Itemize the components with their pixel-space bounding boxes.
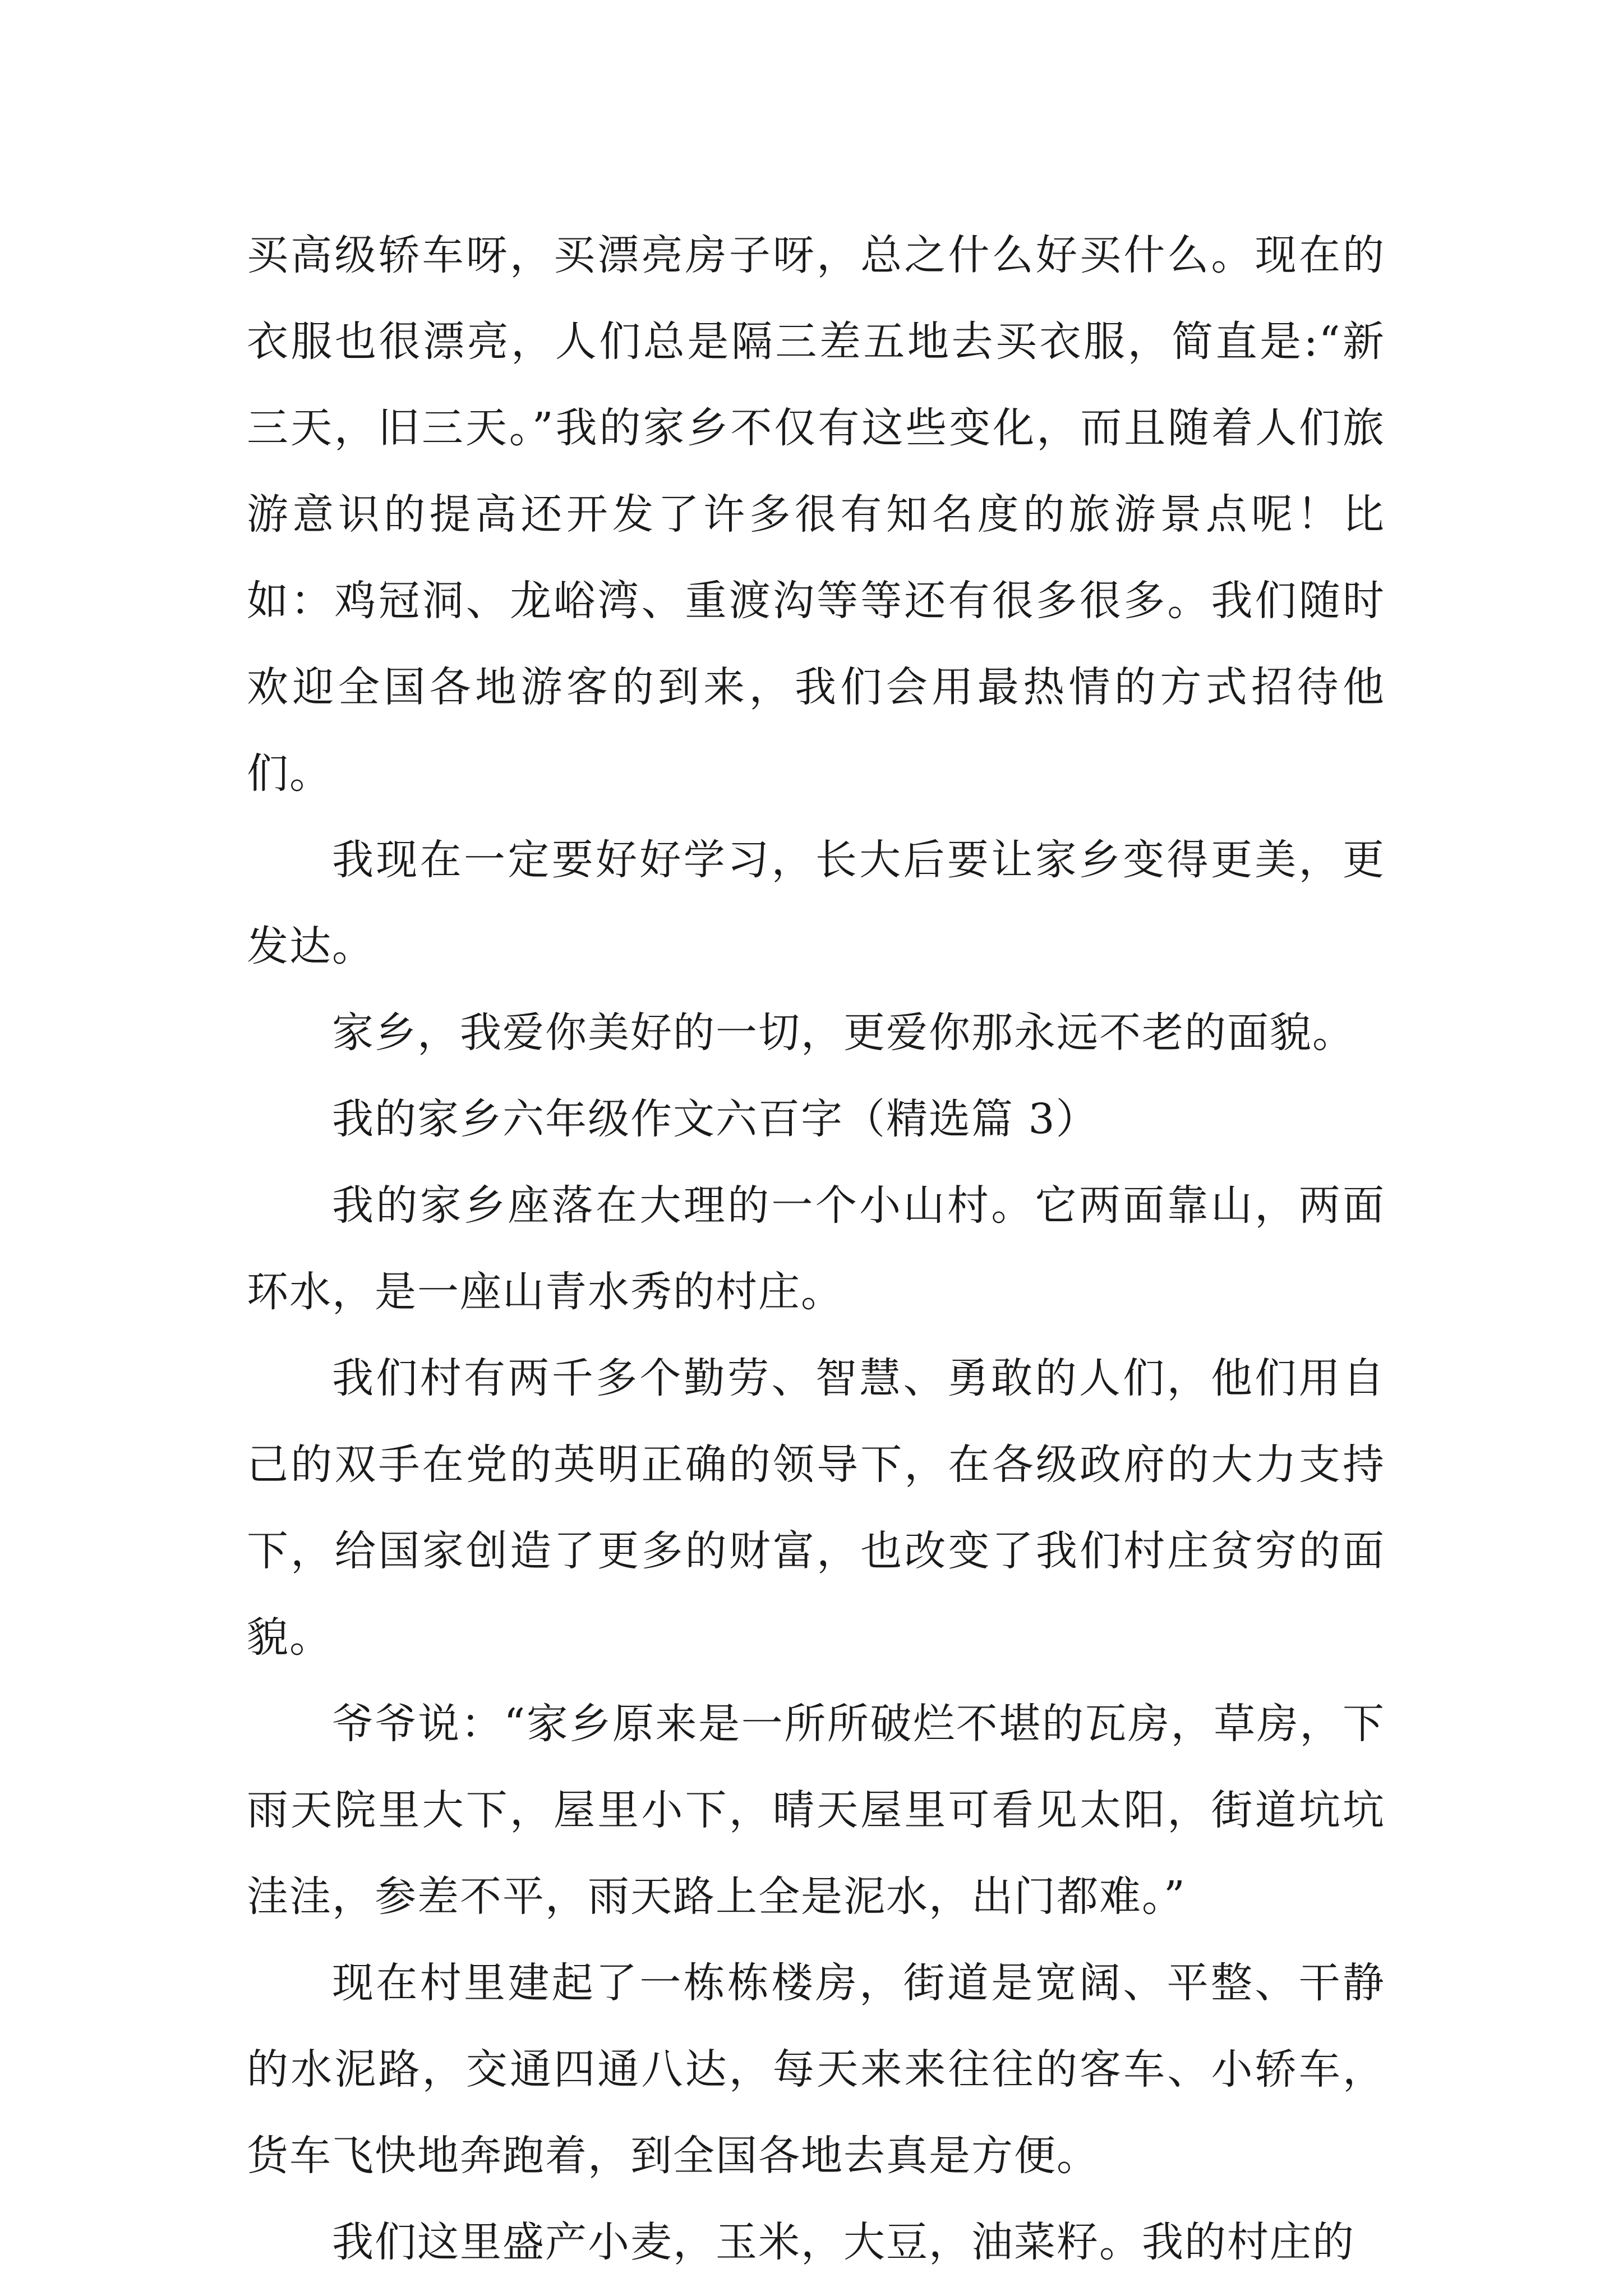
paragraph: 现在村里建起了一栋栋楼房，街道是宽阔、平整、干静的水泥路，交通四通八达，每天来来往往的客车、小轿车，货车飞快地奔跑着，到全国各地去真是方便。 <box>247 1959 1385 2180</box>
section-heading: 我的家乡六年级作文六百字（精选篇 3） <box>332 1095 1099 1143</box>
paragraph: 我们村有两千多个勤劳、智慧、勇敢的人们，他们用自己的双手在党的英明正确的领导下，在各级政府的大力支持下，给国家创造了更多的财富，也改变了我们村庄贫穷的面貌。 <box>247 1354 1385 1662</box>
paragraph: 爷爷说：“家乡原来是一所所破烂不堪的瓦房，草房，下雨天院里大下，屋里小下，晴天屋里可看见太阳，街道坑坑洼洼，参差不平，雨天路上全是泥水，出门都难。” <box>247 1700 1385 1921</box>
paragraph: 我们这里盛产小麦，玉米，大豆，油菜籽。我的村庄的 <box>332 2218 1355 2266</box>
document-body <box>247 212 1385 2285</box>
paragraph-continued: 买高级轿车呀，买漂亮房子呀，总之什么好买什么。现在的衣服也很漂亮，人们总是隔三差五地去买衣服，简直是:“新三天，旧三天。”我的家乡不仅有这些变化，而且随着人们旅游意识的提高还开发了许多很有知名度的旅游景点呢！比如：鸡冠洞、龙峪湾、重渡沟等等还有很多很多。我们随时欢迎全国各地游客的到来，我们会用最热情的方式招待他们。 <box>247 231 1385 798</box>
paragraph: 我的家乡座落在大理的一个小山村。它两面靠山，两面环水，是一座山青水秀的村庄。 <box>247 1181 1385 1316</box>
paragraph: 家乡，我爱你美好的一切，更爱你那永远不老的面貌。 <box>332 1009 1355 1057</box>
paragraph: 我现在一定要好好学习，长大后要让家乡变得更美，更发达。 <box>247 836 1385 970</box>
